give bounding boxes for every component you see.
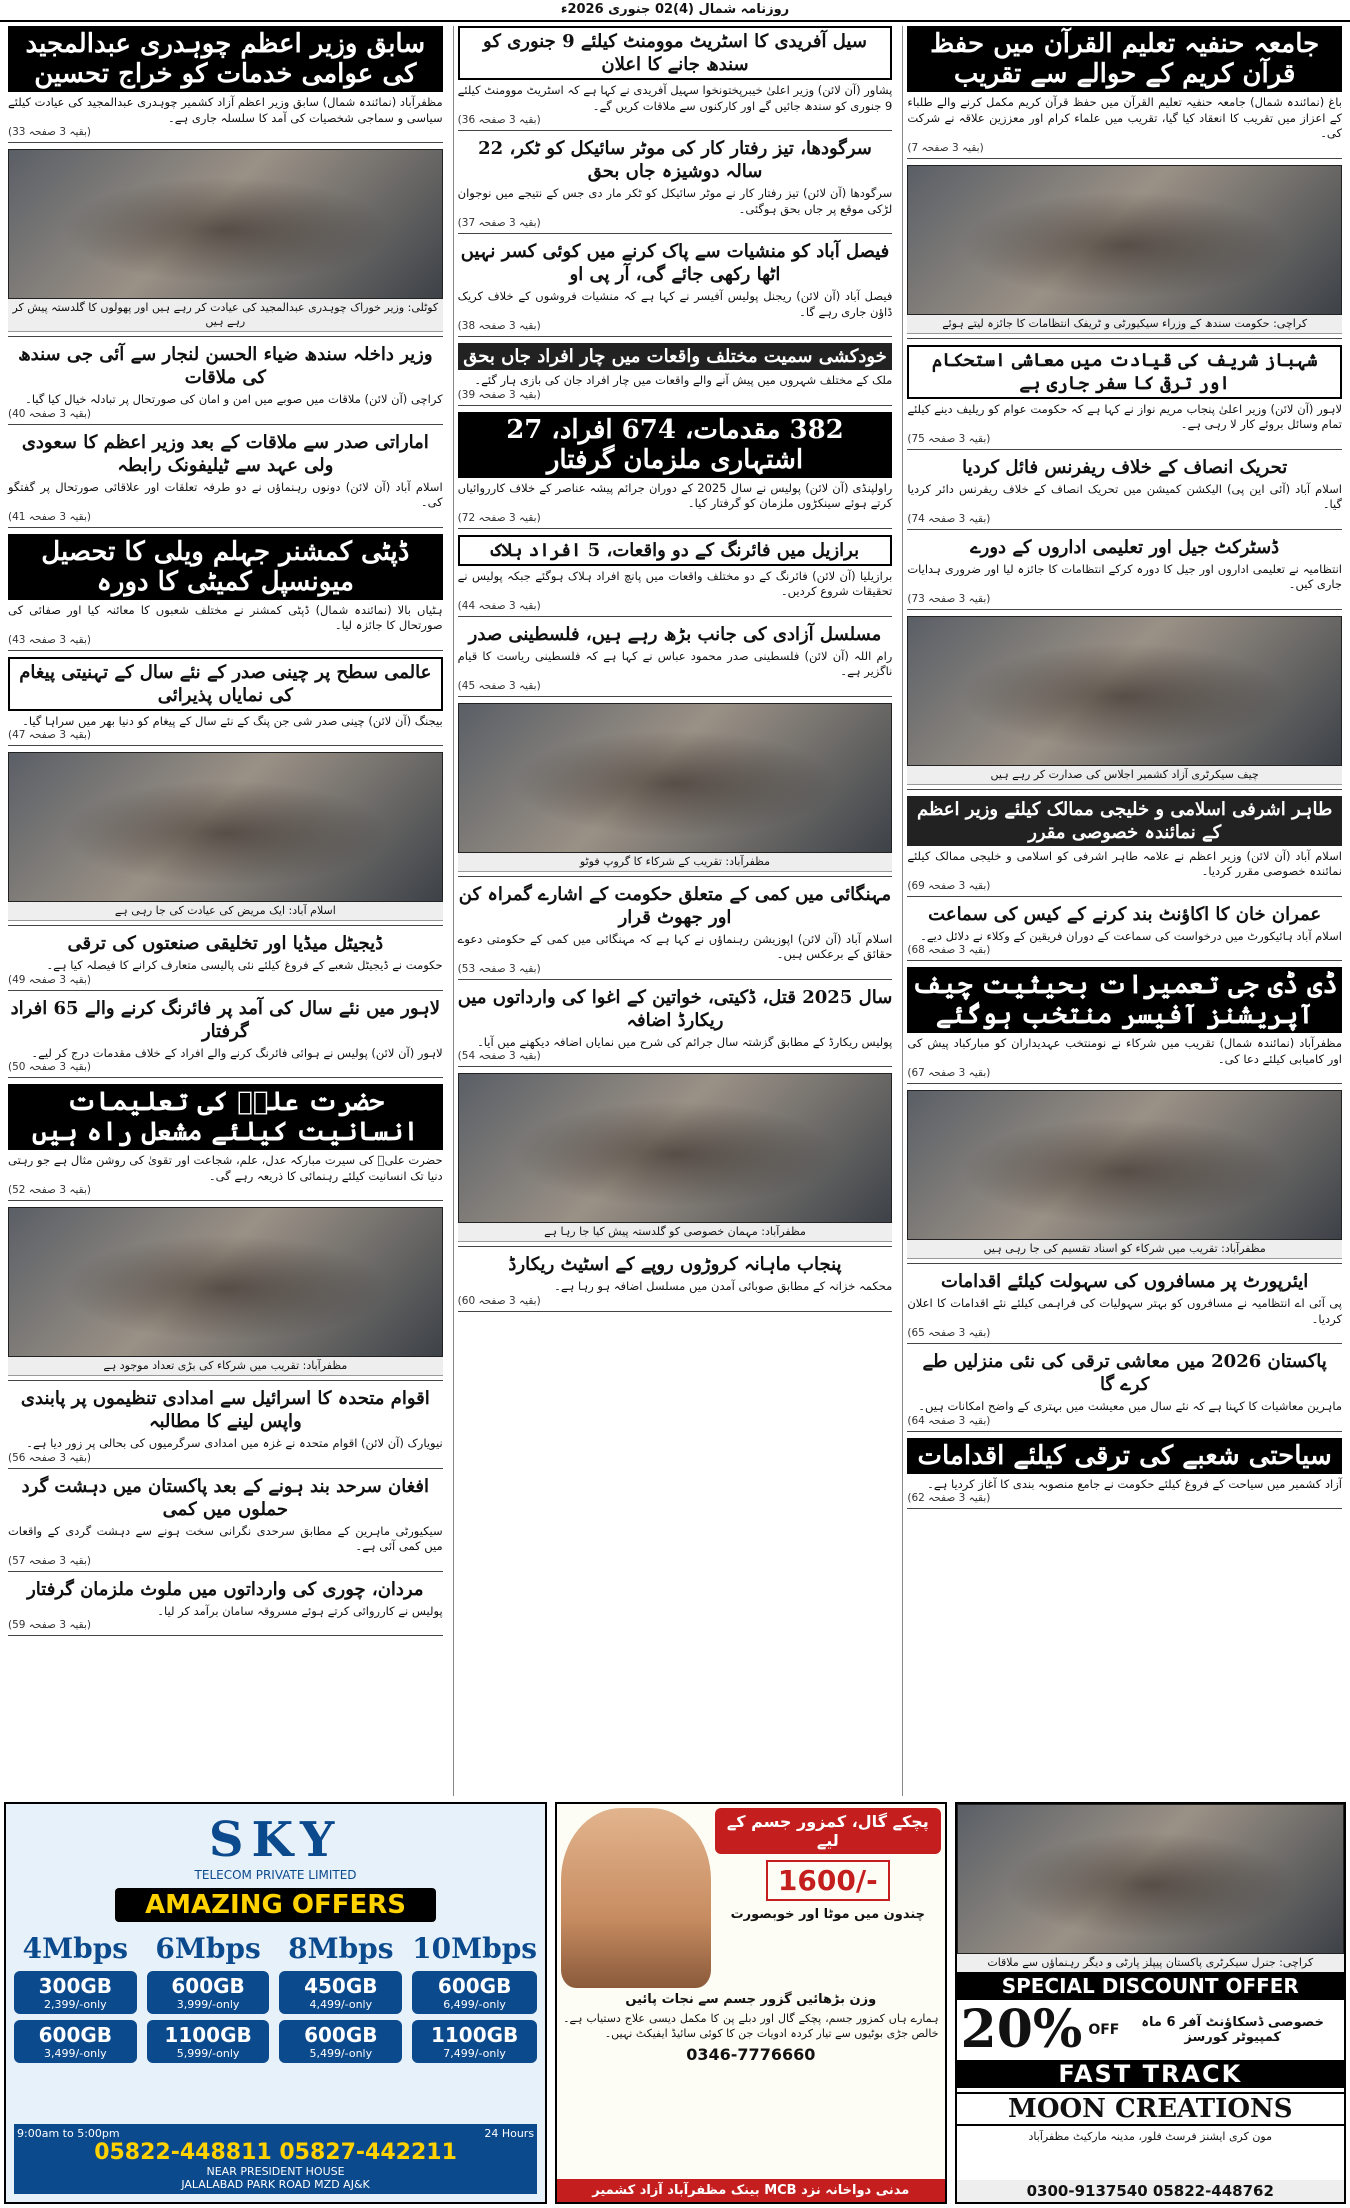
- meeting-photo: [957, 1804, 1344, 1954]
- story-body: راولپنڈی (آن لائن) پولیس نے سال 2025 کے دوران جرائم پیشہ عناصر کے خلاف کارروائیاں کرتے ہوئے سینکڑوں ملزمان کو گرفتار کیا۔: [457, 480, 893, 510]
- sky-subtitle: TELECOM PRIVATE LIMITED: [194, 1868, 357, 1882]
- health-badge: پچکے گال، کمزور جسم کے لیے: [715, 1808, 940, 1854]
- speed-label: 8Mbps: [288, 1932, 394, 1965]
- news-photo: [907, 1090, 1342, 1240]
- headline[interactable]: سرگودھا، تیز رفتار کار کی موٹر سائیکل کو ٹکر، 22 سالہ دوشیزہ جاں بحق: [478, 138, 872, 182]
- news-story: [8, 1387, 443, 1469]
- continuation-ref: (بقیہ 3 صفحہ 68): [907, 944, 991, 956]
- news-photo: [8, 752, 443, 902]
- package-price: 7,499/-only: [443, 2047, 506, 2060]
- headline[interactable]: مسلسل آزادی کی جانب بڑھ رہے ہیں، فلسطینی صدر: [468, 623, 882, 645]
- model-photo: [561, 1808, 711, 1988]
- news-story: [8, 1084, 443, 1201]
- moon-brand-name: MOON CREATIONS: [957, 2092, 1344, 2126]
- news-story: [8, 997, 443, 1079]
- headline[interactable]: پنجاب ماہانہ کروڑوں روپے کے اسٹیٹ ریکارڈ: [508, 1254, 842, 1275]
- story-body: ملک کے مختلف شہروں میں پیش آنے والے واقعات میں چار افراد جان کی بازی ہار گئے۔: [474, 373, 893, 387]
- sky-footer: [14, 2124, 537, 2194]
- headline[interactable]: تحریک انصاف کے خلاف ریفرنس فائل کردیا: [962, 456, 1288, 478]
- continuation-ref: (بقیہ 3 صفحہ 64): [907, 1414, 991, 1427]
- news-story: [458, 986, 893, 1068]
- health-tagline-2: وزن بڑھائیں گزور جسم سے نجات پائیں: [625, 1992, 877, 2007]
- moon-phones: 0300-9137540 05822-448762: [957, 2180, 1344, 2202]
- column-left: [4, 26, 447, 1796]
- news-story: [458, 26, 893, 131]
- story-body: حضرت علیؓ کی سیرت مبارکہ عدل، علم، شجاعت اور تقویٰ کی روشن مثال ہے جو رہتی دنیا تک انسانیت کیلئے رہنمائی کا ذریعہ رہے گی۔: [7, 1153, 443, 1183]
- story-body: اسلام آباد (آن لائن) اپوزیشن رہنماؤں نے کہا ہے کہ مہنگائی میں کمی کے حکومتی دعوے حقائق کے برعکس ہیں۔: [457, 931, 893, 961]
- continuation-ref: (بقیہ 3 صفحہ 33): [7, 126, 92, 138]
- package-card: [14, 1971, 137, 2014]
- meeting-photo-caption: کراچی: جنرل سیکرٹری پاکستان پیپلز پارٹی و دیگر رہنماؤں سے ملاقات: [957, 1954, 1344, 1972]
- package-card: [412, 1971, 537, 2014]
- news-story: [907, 345, 1342, 450]
- news-story: [458, 343, 893, 406]
- health-ad-body: ہمارے ہاں کمزور جسم، پچکے گال اور دبلے پن کا مکمل دیسی علاج دستیاب ہے۔ خالص جڑی بوٹیوں سے تیار کردہ ادویات جن کا کوئی سائیڈ ایفیکٹ نہیں۔: [563, 2012, 939, 2040]
- headline[interactable]: لاہور میں نئے سال کی آمد پر فائرنگ کرنے والے 65 افراد گرفتار: [10, 997, 440, 1042]
- headline[interactable]: ڈیجیٹل میڈیا اور تخلیقی صنعتوں کی ترقی: [67, 933, 384, 954]
- story-body: مظفرآباد (نمائندہ شمال) سابق وزیر اعظم آزاد کشمیر چوہدری عبدالمجید کی عیادت کیلئے سیاسی و سماجی شخصیات کی آمد کا سلسلہ جاری ہے۔: [7, 95, 443, 125]
- continuation-ref: (بقیہ 3 صفحہ 72): [457, 511, 541, 524]
- column-right: [902, 26, 1346, 1796]
- story-body: اسلام آباد ہائیکورٹ میں درخواست کی سماعت کے دوران فریقین کے وکلاء نے دلائل دیے۔: [920, 928, 1342, 943]
- news-story: [458, 535, 893, 617]
- headline[interactable]: سیاحتی شعبے کی ترقی کیلئے اقدامات: [907, 1438, 1342, 1474]
- package-volume: 450GB: [304, 1974, 378, 1998]
- package-volume: 600GB: [304, 2023, 378, 2047]
- moon-address: مون کری ایشنز فرسٹ فلور، مدینہ مارکیٹ مظفرآباد: [1028, 2130, 1273, 2143]
- headline[interactable]: سیل آفریدی کا اسٹریٹ موومنٹ کیلئے 9 جنوری کو سندھ جانے کا اعلان: [458, 26, 893, 80]
- news-story: [907, 1270, 1342, 1344]
- sky-address-line-2: JALALABAD PARK ROAD MZD AJ&K: [181, 2178, 370, 2191]
- headline[interactable]: خودکشی سمیت مختلف واقعات میں چار افراد جاں بحق: [458, 343, 893, 370]
- headline[interactable]: فیصل آباد کو منشیات سے پاک کرنے میں کوئی کسر نہیں اٹھا رکھی جائے گی، آر پی او: [460, 241, 890, 285]
- continuation-ref: (بقیہ 3 صفحہ 60): [457, 1294, 541, 1307]
- fast-track-banner: FAST TRACK: [957, 2060, 1344, 2088]
- headline[interactable]: برازیل میں فائرنگ کے دو واقعات، 5 افراد ہلاک: [458, 535, 893, 566]
- headline[interactable]: ایئرپورٹ پر مسافروں کی سہولت کیلئے اقدامات: [941, 1271, 1309, 1292]
- package-price: 5,499/-only: [309, 2047, 373, 2060]
- package-price: 5,999/-only: [176, 2047, 240, 2060]
- continuation-ref: (بقیہ 3 صفحہ 44): [457, 599, 541, 612]
- continuation-ref: (بقیہ 3 صفحہ 36): [457, 114, 541, 126]
- continuation-ref: (بقیہ 3 صفحہ 65): [907, 1327, 991, 1339]
- story-body: سرگودھا (آن لائن) تیز رفتار کار نے موٹر سائیکل کو ٹکر مار دی جس کے نتیجے میں نوجوان لڑکی موقع پر جاں بحق ہوگئی۔: [457, 186, 893, 216]
- package-volume: 1100GB: [430, 2023, 519, 2047]
- headline[interactable]: افغان سرحد بند ہونے کے بعد پاکستان میں دہشت گرد حملوں میں کمی: [21, 1475, 429, 1520]
- story-body: اسلام آباد (آن لائن) وزیر اعظم نے علامہ طاہر اشرفی کو اسلامی و خلیجی ممالک کیلئے نمائندہ خصوصی مقرر کردیا۔: [907, 848, 1342, 878]
- headline[interactable]: عالمی سطح پر چینی صدر کے نئے سال کے تہنیتی پیغام کی نمایاں پذیرائی: [8, 657, 443, 711]
- news-page: [4, 26, 1346, 1796]
- story-body: محکمہ خزانہ کے مطابق صوبائی آمدن میں مسلسل اضافہ ہو رہا ہے۔: [554, 1279, 893, 1293]
- story-body: نیویارک (آن لائن) اقوام متحدہ نے غزہ میں امدادی سرگرمیوں کی بحالی پر زور دیا ہے۔: [26, 1436, 443, 1450]
- news-photo: [8, 1207, 443, 1357]
- moon-creations-ad[interactable]: [955, 1802, 1346, 2204]
- photo-caption: کوٹلی: وزیر خوراک چوہدری عبدالمجید کی عیادت کر رہے ہیں اور پھولوں کا گلدستہ پیش کر رہے ہیں: [8, 299, 443, 332]
- news-story: [8, 26, 443, 143]
- headline[interactable]: مردان، چوری کی وارداتوں میں ملوث ملزمان گرفتار: [27, 1578, 424, 1600]
- photo-caption: مظفرآباد: تقریب میں شرکاء کو اسناد تقسیم کی جا رہی ہیں: [907, 1240, 1342, 1259]
- news-story: [8, 1475, 443, 1572]
- continuation-ref: (بقیہ 3 صفحہ 43): [7, 633, 92, 646]
- package-price: 2,399/-only: [44, 1998, 107, 2011]
- story-body: انتظامیہ نے تعلیمی اداروں اور جیل کا دورہ کرکے انتظامات کا جائزہ لیا اور ضروری ہدایات جاری کیں۔: [907, 561, 1342, 591]
- package-price: 3,499/-only: [44, 2047, 107, 2060]
- headline[interactable]: پاکستان 2026 میں معاشی ترقی کی نئی منزلیں طے کرے گا: [922, 1351, 1327, 1395]
- photo-caption: اسلام آباد: ایک مریض کی عیادت کی جا رہی ہے: [8, 902, 443, 921]
- news-photo: [907, 165, 1342, 315]
- news-story: [907, 26, 1342, 159]
- headline[interactable]: اقوام متحدہ کا اسرائیل سے امدادی تنظیموں پر پابندی واپس لینے کا مطالبہ: [20, 1388, 430, 1432]
- photo-block: [8, 149, 443, 337]
- masthead: روزنامہ شمال (4)02 جنوری 2026ء: [0, 0, 1350, 22]
- special-offer-banner: SPECIAL DISCOUNT OFFER: [957, 1972, 1344, 2000]
- story-body: مظفرآباد (نمائندہ شمال) تقریب میں شرکاء نے نومنتخب عہدیداران کو مبارکباد پیش کی اور کامیابی کیلئے دعا کی۔: [907, 1036, 1342, 1066]
- photo-block: [8, 752, 443, 926]
- sky-offer-banner: AMAZING OFFERS: [115, 1888, 436, 1922]
- story-body: رام اللہ (آن لائن) فلسطینی صدر محمود عباس نے کہا ہے کہ فلسطینی ریاست کا قیام ناگزیر ہے۔: [457, 648, 893, 678]
- continuation-ref: (بقیہ 3 صفحہ 41): [7, 510, 92, 523]
- continuation-ref: (بقیہ 3 صفحہ 40): [7, 407, 92, 420]
- headline[interactable]: عمران خان کا اکاؤنٹ بند کرنے کے کیس کی سماعت: [928, 903, 1322, 925]
- package-price: 4,499/-only: [309, 1998, 373, 2011]
- photo-caption: مظفرآباد: تقریب کے شرکاء کا گروپ فوٹو: [458, 853, 893, 872]
- continuation-ref: (بقیہ 3 صفحہ 49): [7, 973, 92, 986]
- package-card: [412, 2020, 537, 2063]
- news-story: [907, 1350, 1342, 1432]
- story-body: حکومت نے ڈیجیٹل شعبے کے فروغ کیلئے نئی پالیسی متعارف کرانے کا فیصلہ کیا ہے۔: [46, 958, 443, 972]
- story-body: پولیس ریکارڈ کے مطابق گزشتہ سال جرائم کی شرح میں نمایاں اضافہ دیکھنے میں آیا۔: [477, 1034, 893, 1049]
- news-story: [458, 883, 893, 980]
- news-story: [907, 1438, 1342, 1510]
- sky-package-grid: [14, 1932, 537, 2063]
- headline[interactable]: سابق وزیر اعظم چوہدری عبدالمجید کی عوامی خدمات کو خراج تحسین: [8, 26, 443, 92]
- news-photo: [8, 149, 443, 299]
- news-photo: [907, 616, 1342, 766]
- headline[interactable]: وزیر داخلہ سندھ ضیاء الحسن لنجار سے آئی جی سندھ کی ملاقات: [18, 344, 433, 388]
- continuation-ref: (بقیہ 3 صفحہ 47): [7, 729, 92, 741]
- speed-label: 10Mbps: [412, 1932, 538, 1965]
- news-story: [458, 623, 893, 697]
- headline[interactable]: ڈپٹی کمشنر جہلم ویلی کا تحصیل میونسپل کمیٹی کا دورہ: [8, 534, 443, 600]
- photo-caption: کراچی: حکومت سندھ کے وزراء سیکیورٹی و ٹریفک انتظامات کا جائزہ لیتے ہوئے: [907, 315, 1342, 334]
- headline[interactable]: ڈسٹرکٹ جیل اور تعلیمی اداروں کے دورے: [970, 536, 1280, 558]
- continuation-ref: (بقیہ 3 صفحہ 67): [907, 1067, 991, 1079]
- story-body: سیکیورٹی ماہرین کے مطابق سرحدی نگرانی سخت ہونے سے دہشت گردی کے واقعات میں کمی آئی ہے۔: [7, 1523, 443, 1553]
- continuation-ref: (بقیہ 3 صفحہ 45): [457, 679, 541, 692]
- photo-block: [458, 1073, 893, 1247]
- story-body: لاہور (آن لائن) وزیر اعلیٰ پنجاب مریم نواز نے کہا ہے کہ حکومت عوام کو ریلیف دینے کیلئے تمام وسائل بروئے کار لا رہی ہے۔: [907, 401, 1342, 431]
- story-body: لاہور (آن لائن) پولیس نے ہوائی فائرنگ کرنے والے افراد کے خلاف مقدمات درج کر لیے۔: [31, 1045, 443, 1060]
- story-body: پی آئی اے انتظامیہ نے مسافروں کو بہتر سہولیات کی فراہمی کیلئے نئے اقدامات کا اعلان کردیا۔: [907, 1296, 1342, 1326]
- continuation-ref: (بقیہ 3 صفحہ 37): [457, 217, 541, 229]
- discount-off-label: OFF: [1088, 2022, 1120, 2038]
- news-story: [907, 967, 1342, 1084]
- package-volume: 600GB: [171, 1974, 245, 1998]
- news-story: [458, 137, 893, 234]
- support-hours: 24 Hours: [484, 2127, 535, 2140]
- advertisement-strip: [4, 1802, 1346, 2204]
- news-photo: [458, 703, 893, 853]
- health-ad-headline-block: [715, 1808, 940, 1988]
- news-story: [458, 240, 893, 337]
- story-body: کراچی (آن لائن) ملاقات میں صوبے میں امن و امان کی صورتحال پر تبادلہ خیال کیا گیا۔: [25, 392, 443, 406]
- package-price: 3,999/-only: [176, 1998, 240, 2011]
- photo-block: [907, 165, 1342, 339]
- continuation-ref: (بقیہ 3 صفحہ 38): [457, 320, 541, 332]
- continuation-ref: (بقیہ 3 صفحہ 59): [7, 1619, 92, 1631]
- sky-telecom-ad[interactable]: [4, 1802, 547, 2204]
- health-clinic-ad[interactable]: [555, 1802, 946, 2204]
- story-body: ہٹیاں بالا (نمائندہ شمال) ڈپٹی کمشنر نے مختلف شعبوں کا معائنہ کیا اور صفائی کی صورتحال کا جائزہ لیا۔: [7, 602, 443, 632]
- continuation-ref: (بقیہ 3 صفحہ 73): [907, 592, 991, 605]
- continuation-ref: (بقیہ 3 صفحہ 69): [907, 879, 991, 892]
- photo-block: [907, 1090, 1342, 1264]
- health-ad-top: [557, 1804, 944, 1992]
- package-card: [147, 1971, 270, 2014]
- story-body: فیصل آباد (آن لائن) ریجنل پولیس آفیسر نے کہا ہے کہ منشیات فروشوں کے خلاف کریک ڈاؤن جاری رہے گا۔: [457, 289, 893, 319]
- package-volume: 300GB: [38, 1974, 113, 1998]
- headline[interactable]: ڈی ڈی جی تعمیرات بحیثیت چیف آپریشنز آفیسر منتخب ہوگئے: [907, 967, 1342, 1033]
- news-story: [458, 412, 893, 529]
- package-card: [279, 2020, 402, 2063]
- office-hours: 9:00am to 5:00pm: [17, 2127, 120, 2140]
- story-body: پولیس نے کارروائی کرتے ہوئے مسروقہ سامان برآمد کر لیا۔: [157, 1603, 443, 1618]
- headline[interactable]: مہنگائی میں کمی کے متعلق حکومت کے اشارے گمراہ کن اور جھوٹ قرار: [458, 883, 892, 928]
- photo-block: [907, 616, 1342, 790]
- continuation-ref: (بقیہ 3 صفحہ 75): [907, 432, 991, 445]
- story-body: اسلام آباد (آئی این پی) الیکشن کمیشن میں تحریک انصاف کے خلاف ریفرنس دائر کردیا گیا۔: [907, 481, 1342, 511]
- news-story: [8, 431, 443, 528]
- continuation-ref: (بقیہ 3 صفحہ 53): [457, 962, 541, 975]
- package-price: 6,499/-only: [443, 1998, 506, 2011]
- continuation-ref: (بقیہ 3 صفحہ 56): [7, 1451, 92, 1464]
- news-story: [907, 536, 1342, 610]
- news-photo: [458, 1073, 893, 1223]
- package-volume: 600GB: [437, 1974, 512, 1998]
- news-story: [907, 796, 1342, 897]
- news-story: [8, 932, 443, 991]
- health-price: 1600/-: [766, 1860, 890, 1901]
- story-body: برازیلیا (آن لائن) فائرنگ کے دو مختلف واقعات میں پانچ افراد ہلاک ہوگئے جبکہ پولیس نے تحقیقات شروع کردیں۔: [457, 568, 893, 598]
- photo-block: [8, 1207, 443, 1381]
- continuation-ref: (بقیہ 3 صفحہ 50): [7, 1061, 92, 1073]
- news-story: [8, 657, 443, 747]
- headline[interactable]: 382 مقدمات، 674 افراد، 27 اشتہاری ملزمان گرفتار: [458, 412, 893, 478]
- headline[interactable]: شہباز شریف کی قیادت میں معاشی استحکام اور ترقی کا سفر جاری ہے: [907, 345, 1342, 399]
- headline[interactable]: طاہر اشرفی اسلامی و خلیجی ممالک کیلئے وزیر اعظم کے نمائندہ خصوصی مقرر: [907, 796, 1342, 846]
- news-story: [8, 534, 443, 651]
- sky-logo: SKY: [208, 1812, 343, 1868]
- package-card: [147, 2020, 270, 2063]
- continuation-ref: (بقیہ 3 صفحہ 52): [7, 1184, 92, 1196]
- discount-row: [957, 2000, 1344, 2060]
- sky-hours-row: [17, 2127, 534, 2140]
- package-card: [14, 2020, 137, 2063]
- sky-address-line-1: NEAR PRESIDENT HOUSE: [206, 2165, 345, 2178]
- headline[interactable]: حضرت علیؓ کی تعلیمات انسانیت کیلئے مشعل راہ ہیں: [8, 1084, 443, 1150]
- headline[interactable]: جامعہ حنفیہ تعلیم القرآن میں حفظ قرآن کریم کے حوالے سے تقریب: [907, 26, 1342, 92]
- news-story: [458, 1253, 893, 1312]
- discount-percent: 20%: [960, 1999, 1083, 2060]
- discount-urdu-text: خصوصی ڈسکاؤنٹ آفر 6 ماہ کمپیوٹر کورسز: [1141, 2015, 1324, 2045]
- sky-phone-numbers: 05822-448811 05827-442211: [94, 2140, 457, 2165]
- news-story: [8, 343, 443, 425]
- package-card: [279, 1971, 402, 2014]
- continuation-ref: (بقیہ 3 صفحہ 57): [7, 1554, 92, 1567]
- news-story: [907, 456, 1342, 530]
- story-body: ماہرین معاشیات کا کہنا ہے کہ نئے سال میں معیشت میں بہتری کے واضح امکانات ہیں۔: [918, 1399, 1342, 1413]
- health-phone: 0346-7776660: [686, 2045, 816, 2064]
- speed-label: 6Mbps: [155, 1932, 261, 1965]
- story-body: آزاد کشمیر میں سیاحت کے فروغ کیلئے حکومت نے جامع منصوبہ بندی کا آغاز کردیا ہے۔: [927, 1476, 1342, 1491]
- story-body: اسلام آباد (آن لائن) دونوں رہنماؤں نے دو طرفہ تعلقات اور علاقائی صورتحال پر گفتگو کی۔: [7, 479, 443, 509]
- health-tagline: چندون میں موٹا اور خوبصورت: [730, 1907, 926, 1922]
- news-story: [8, 1578, 443, 1637]
- speed-label: 4Mbps: [22, 1932, 129, 1965]
- continuation-ref: (بقیہ 3 صفحہ 62): [907, 1492, 991, 1504]
- continuation-ref: (بقیہ 3 صفحہ 74): [907, 512, 991, 525]
- continuation-ref: (بقیہ 3 صفحہ 54): [457, 1050, 541, 1062]
- story-body: باغ (نمائندہ شمال) جامعہ حنفیہ تعلیم القرآن میں حفظ قرآن کریم مکمل کرنے والے طلباء کے اعزاز میں تقریب کا انعقاد کیا گیا، تقریب میں علماء کرام اور معززین علاقہ نے شرکت کی۔: [907, 95, 1342, 140]
- health-address: مدنی دواخانہ نزد MCB بینک مظفرآباد آزاد کشمیر: [557, 2179, 944, 2202]
- continuation-ref: (بقیہ 3 صفحہ 7): [907, 141, 984, 154]
- news-story: [907, 903, 1342, 962]
- headline[interactable]: اماراتی صدر سے ملاقات کے بعد وزیر اعظم کا سعودی ولی عہد سے ٹیلیفونک رابطہ: [21, 431, 429, 476]
- package-volume: 1100GB: [164, 2023, 252, 2047]
- continuation-ref: (بقیہ 3 صفحہ 39): [457, 388, 541, 401]
- story-body: پشاور (آن لائن) وزیر اعلیٰ خیبرپختونخوا سہیل آفریدی نے کہا ہے کہ اسٹریٹ موومنٹ کیلئے 9 جنوری کو سندھ جائیں گے اور کارکنوں سے ملاقات کریں گے۔: [457, 83, 893, 113]
- story-body: بیجنگ (آن لائن) چینی صدر شی جن پنگ کے نئے سال کے پیغام کو دنیا بھر میں سراہا گیا۔: [22, 713, 443, 728]
- column-middle: [453, 26, 897, 1796]
- package-volume: 600GB: [38, 2023, 113, 2047]
- photo-caption: مظفرآباد: مہمان خصوصی کو گلدستہ پیش کیا جا رہا ہے: [458, 1223, 893, 1242]
- photo-caption: مظفرآباد: تقریب میں شرکاء کی بڑی تعداد موجود ہے: [8, 1357, 443, 1376]
- headline[interactable]: سال 2025 قتل، ڈکیتی، خواتین کے اغوا کی وارداتوں میں ریکارڈ اضافہ: [457, 986, 893, 1031]
- photo-caption: چیف سیکرٹری آزاد کشمیر اجلاس کی صدارت کر رہے ہیں: [907, 766, 1342, 785]
- photo-block: [458, 703, 893, 877]
